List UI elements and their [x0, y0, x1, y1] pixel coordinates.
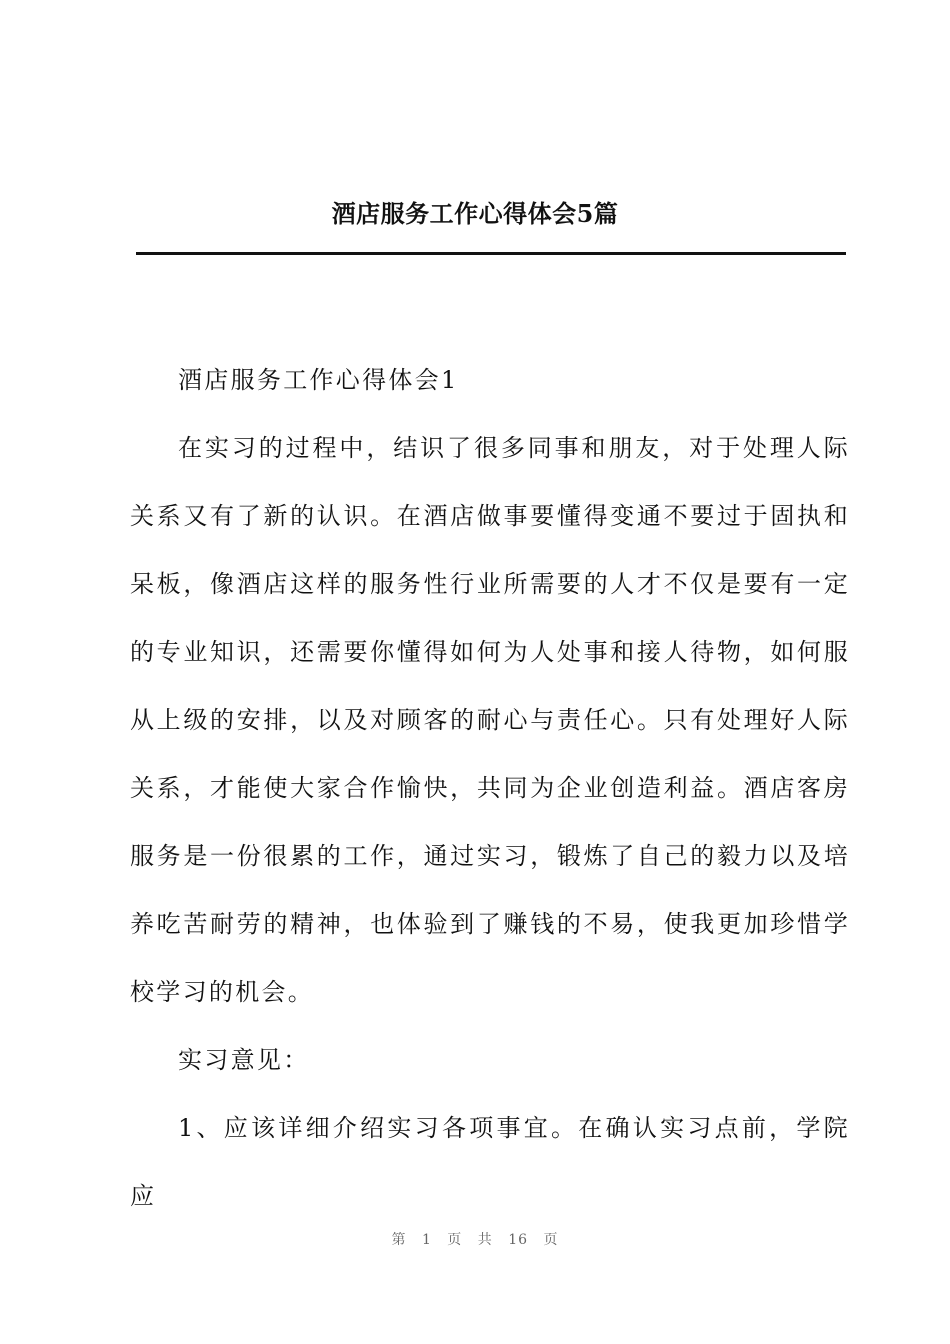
document-title: 酒店服务工作心得体会5篇	[331, 199, 619, 228]
title-underline	[136, 252, 846, 255]
page-number-footer: 第 1 页 共 16 页	[391, 1232, 559, 1248]
document-body	[130, 346, 850, 1230]
body-paragraph: 在实习的过程中，结识了很多同事和朋友，对于处理人际关系又有了新的认识。在酒店做事要懂得变通不要过于固执和呆板，像酒店这样的服务性行业所需要的人才不仅是要有一定的专业知识，还需要你懂得如何为人处事和接人待物，如何服从上级的安排，以及对顾客的耐心与责任心。只有处理好人际关系，才能使大家合作愉快，共同为企业创造利益。酒店客房服务是一份很累的工作，通过实习，锻炼了自己的毅力以及培养吃苦耐劳的精神，也体验到了赚钱的不易，使我更加珍惜学校学习的机会。	[130, 434, 850, 1006]
section-heading: 酒店服务工作心得体会1	[178, 366, 459, 394]
subheading-internship-opinions: 实习意见：	[178, 1046, 310, 1074]
list-item: 1、应该详细介绍实习各项事宜。在确认实习点前，学院应	[130, 1114, 850, 1210]
